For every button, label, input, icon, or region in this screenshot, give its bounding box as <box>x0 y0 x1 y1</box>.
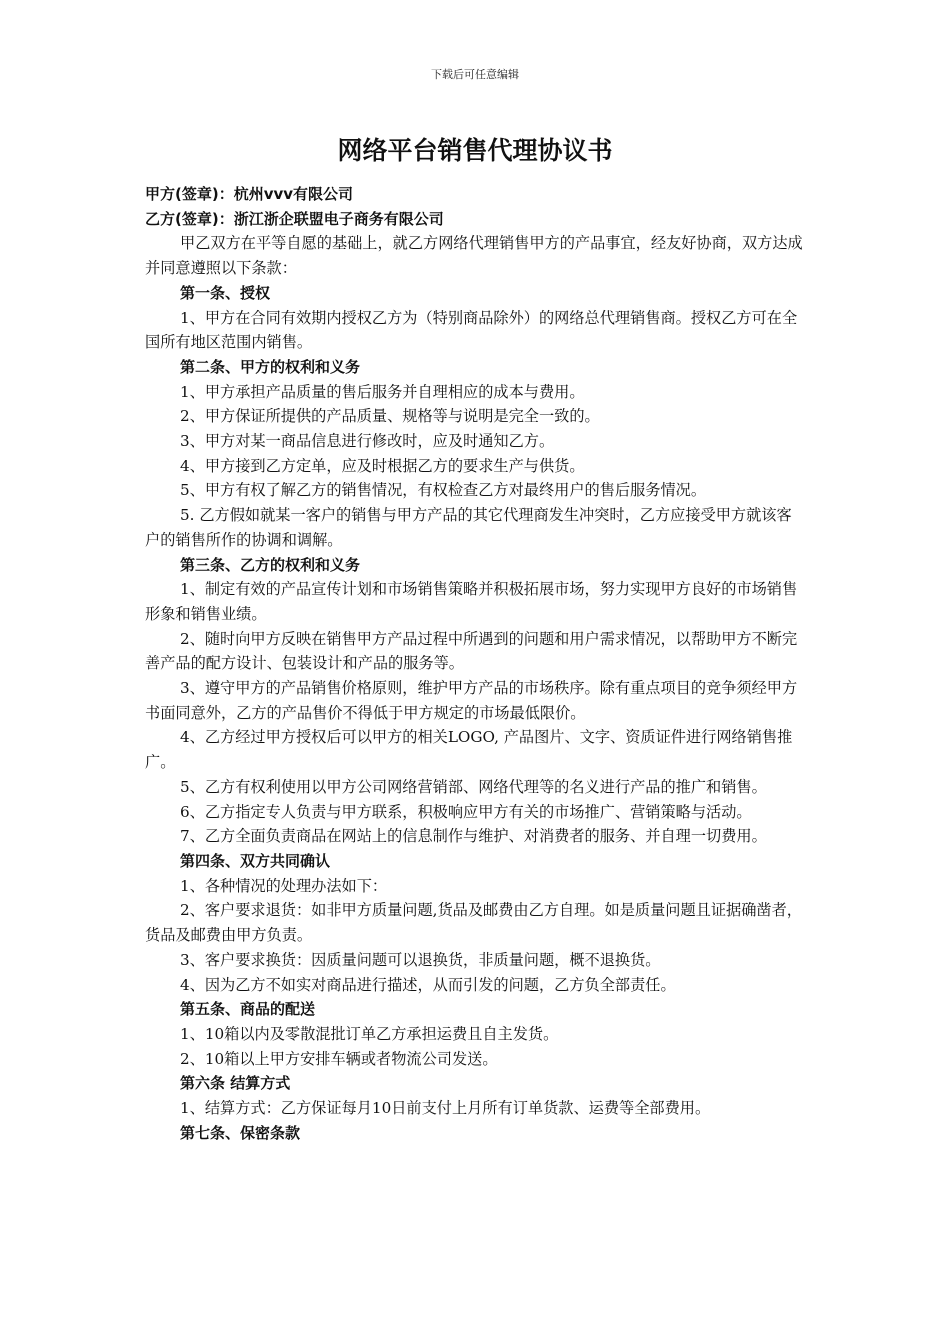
clause: 7、乙方全面负责商品在网站上的信息制作与维护、对消费者的服务、并自理一切费用。 <box>180 827 767 846</box>
clause: 1、结算方式：乙方保证每月10日前支付上月所有订单货款、运费等全部费用。 <box>180 1099 711 1118</box>
document-title: 网络平台销售代理协议书 <box>337 136 613 165</box>
section-heading: 第一条、授权 <box>180 283 271 302</box>
header-note: 下载后可任意编辑 <box>431 68 519 81</box>
party-a: 甲方(签章)：杭州vvv有限公司 <box>145 185 354 203</box>
clause: 2、甲方保证所提供的产品质量、规格等与说明是完全一致的。 <box>180 407 600 426</box>
clause: 5. 乙方假如就某一客户的销售与甲方产品的其它代理商发生冲突时，乙方应接受甲方就该客户的销售所作的协调和调解。 <box>145 506 792 549</box>
section-heading: 第二条、甲方的权利和义务 <box>180 357 361 376</box>
clause: 6、乙方指定专人负责与甲方联系，积极响应甲方有关的市场推广、营销策略与活动。 <box>180 802 752 821</box>
section-heading: 第三条、乙方的权利和义务 <box>180 555 361 574</box>
intro-paragraph: 甲乙双方在平等自愿的基础上，就乙方网络代理销售甲方的产品事宜，经友好协商，双方达成并同意遵照以下条款： <box>145 234 803 278</box>
section-heading: 第五条、商品的配送 <box>180 1000 316 1019</box>
clause: 3、遵守甲方的产品销售价格原则，维护甲方产品的市场秩序。除有重点项目的竞争须经甲方书面同意外，乙方的产品售价不得低于甲方规定的市场最低限价。 <box>145 679 798 722</box>
clause: 1、甲方承担产品质量的售后服务并自理相应的成本与费用。 <box>180 382 585 401</box>
agreement-document <box>145 134 805 1145</box>
clause: 1、甲方在合同有效期内授权乙方为（特别商品除外）的网络总代理销售商。授权乙方可在全国所有地区范围内销售。 <box>145 308 798 352</box>
clause: 1、制定有效的产品宣传计划和市场销售策略并积极拓展市场，努力实现甲方良好的市场销售形象和销售业绩。 <box>145 580 798 623</box>
section-heading: 第四条、双方共同确认 <box>180 851 331 870</box>
clause: 2、客户要求退货：如非甲方质量问题,货品及邮费由乙方自理。如是质量问题且证据确凿者，货品及邮费由甲方负责。 <box>145 901 802 945</box>
clause: 4、乙方经过甲方授权后可以甲方的相关LOGO, 产品图片、文字、资质证件进行网络销售推广。 <box>145 728 793 772</box>
clause: 1、10箱以内及零散混批订单乙方承担运费且自主发货。 <box>180 1024 559 1043</box>
clause: 3、客户要求换货：因质量问题可以退换货，非质量问题，概不退换货。 <box>180 950 661 969</box>
clause: 2、10箱以上甲方安排车辆或者物流公司发送。 <box>180 1049 498 1068</box>
clause: 4、甲方接到乙方定单，应及时根据乙方的要求生产与供货。 <box>180 456 585 475</box>
clause: 4、因为乙方不如实对商品进行描述，从而引发的问题，乙方负全部责任。 <box>180 975 676 994</box>
clause: 5、甲方有权了解乙方的销售情况，有权检查乙方对最终用户的售后服务情况。 <box>180 481 707 500</box>
clause: 3、甲方对某一商品信息进行修改时，应及时通知乙方。 <box>180 432 555 451</box>
clause: 5、乙方有权利使用以甲方公司网络营销部、网络代理等的名义进行产品的推广和销售。 <box>180 777 767 796</box>
party-b: 乙方(签章)：浙江浙企联盟电子商务有限公司 <box>145 209 444 228</box>
clause: 1、各种情况的处理办法如下： <box>180 876 388 895</box>
section-heading: 第六条 结算方式 <box>180 1074 291 1093</box>
section-heading: 第七条、保密条款 <box>180 1123 301 1142</box>
clause: 2、随时向甲方反映在销售甲方产品过程中所遇到的问题和用户需求情况，以帮助甲方不断完善产品的配方设计、包装设计和产品的服务等。 <box>145 629 798 673</box>
